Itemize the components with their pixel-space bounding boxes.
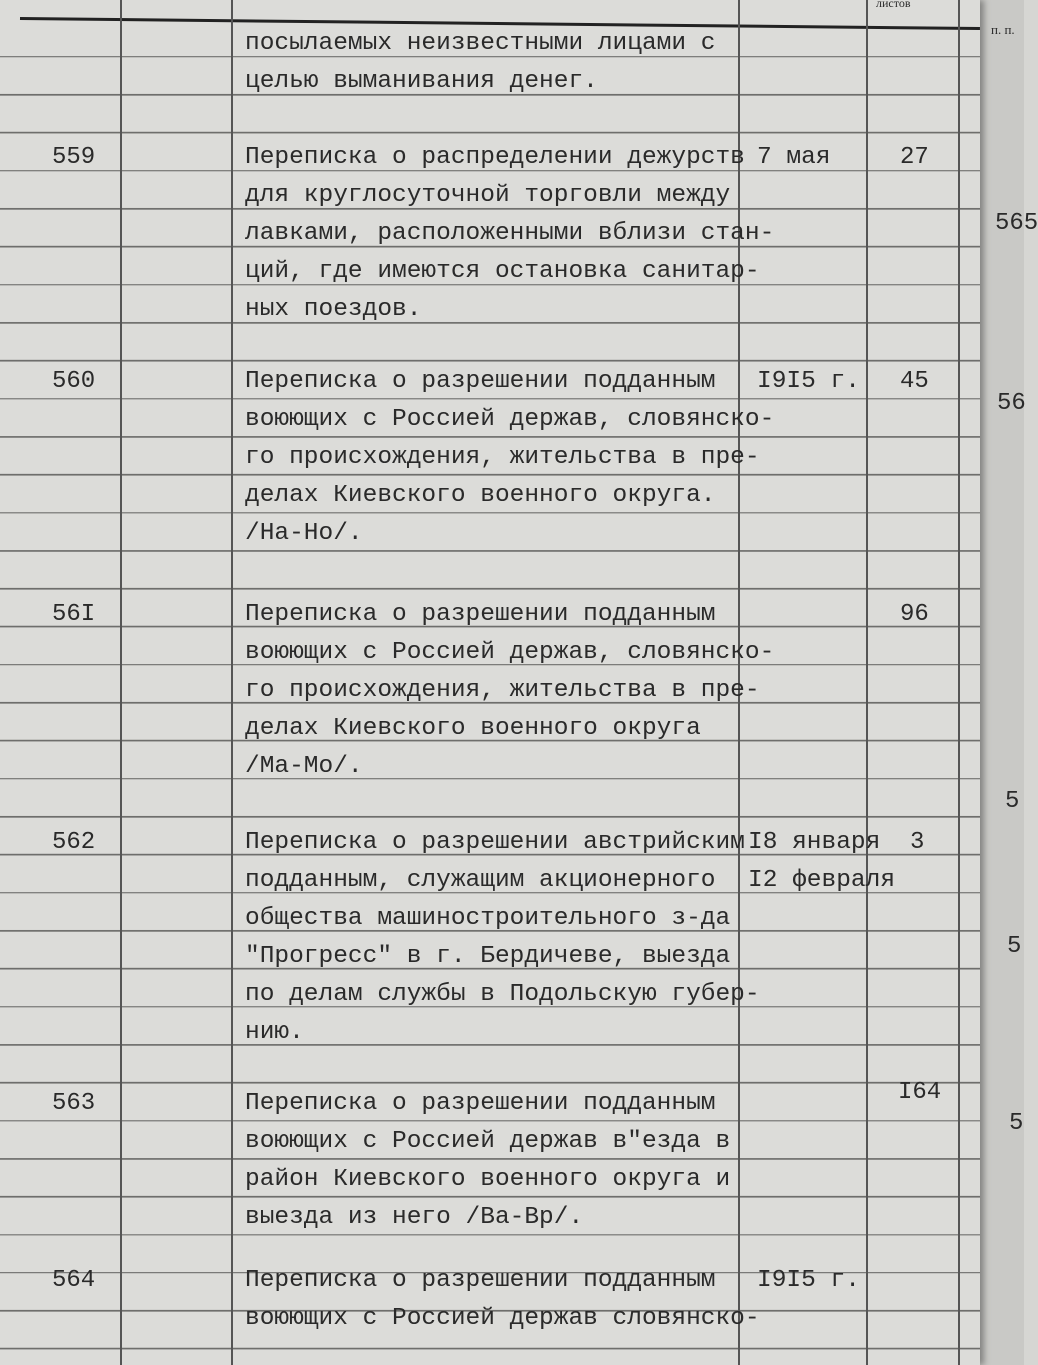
description-line: выезда из него /Ва-Вр/. — [245, 1204, 584, 1231]
description-line: по делам службы в Подольскую губер- — [245, 981, 760, 1008]
description-line: делах Киевского военного округа. — [245, 482, 716, 509]
description-line: подданным, служащим акционерного — [245, 867, 716, 894]
margin-number: 5 — [1005, 788, 1020, 815]
underlying-page — [975, 0, 1038, 1365]
record-number: 56I — [52, 601, 96, 628]
description-line: Переписка о разрешении подданным — [245, 1090, 716, 1117]
record-date: 7 мая — [757, 144, 831, 171]
description-line: воюющих с Россией держав, словянско- — [245, 639, 775, 666]
sheet-count: I64 — [898, 1079, 942, 1106]
sheet-count: 27 — [900, 144, 929, 171]
column-divider — [231, 0, 233, 1365]
description-line: делах Киевского военного округа — [245, 715, 701, 742]
description-line: воюющих с Россией держав словянско- — [245, 1305, 760, 1332]
description-line: общества машиностроительного з-да — [245, 905, 731, 932]
record-date: I8 января — [748, 829, 881, 856]
description-line: /Ма-Мо/. — [245, 753, 363, 780]
description-line: ций, где имеются остановка санитар- — [245, 258, 760, 285]
description-line: нию. — [245, 1019, 304, 1046]
header-rule — [20, 17, 980, 30]
sheet-count: 3 — [910, 829, 925, 856]
description-line: го происхождения, жительства в пре- — [245, 444, 760, 471]
record-number: 560 — [52, 368, 96, 395]
description-line: целью выманивания денег. — [245, 68, 598, 95]
description-line: лавками, расположенными вблизи стан- — [245, 220, 775, 247]
description-line: Переписка о разрешении подданным — [245, 601, 716, 628]
description-line: Переписка о разрешении подданным — [245, 368, 716, 395]
sheet-count: 96 — [900, 601, 929, 628]
margin-number: 565 — [995, 210, 1038, 237]
description-line: Переписка о разрешении австрийским — [245, 829, 745, 856]
description-line: посылаемых неизвестными лицами с — [245, 30, 716, 57]
record-date: I2 февраля — [748, 867, 896, 894]
record-date: I9I5 г. — [757, 1267, 860, 1294]
pp-label: п. п. — [991, 22, 1015, 37]
description-line: воюющих с Россией держав в"езда в — [245, 1128, 731, 1155]
description-line: ных поездов. — [245, 296, 422, 323]
record-number: 559 — [52, 144, 96, 171]
description-line: "Прогресс" в г. Бердичеве, выезда — [245, 943, 731, 970]
description-line: для круглосуточной торговли между — [245, 182, 731, 209]
sheets-column-header: листов — [876, 0, 911, 10]
column-divider — [866, 0, 868, 1365]
description-line: Переписка о распределении дежурств — [245, 144, 745, 171]
description-line: го происхождения, жительства в пре- — [245, 677, 760, 704]
record-number: 564 — [52, 1267, 96, 1294]
margin-number: 56 — [997, 390, 1026, 417]
record-date: I9I5 г. — [757, 368, 860, 395]
column-divider — [120, 0, 122, 1365]
description-line: воюющих с Россией держав, словянско- — [245, 406, 775, 433]
description-line: /На-Но/. — [245, 520, 363, 547]
column-divider — [958, 0, 960, 1365]
record-number: 563 — [52, 1090, 96, 1117]
sheet-count: 45 — [900, 368, 929, 395]
margin-number: 5 — [1007, 933, 1022, 960]
description-line: Переписка о разрешении подданным — [245, 1267, 716, 1294]
description-line: район Киевского военного округа и — [245, 1166, 731, 1193]
record-number: 562 — [52, 829, 96, 856]
margin-number: 5 — [1009, 1110, 1024, 1137]
